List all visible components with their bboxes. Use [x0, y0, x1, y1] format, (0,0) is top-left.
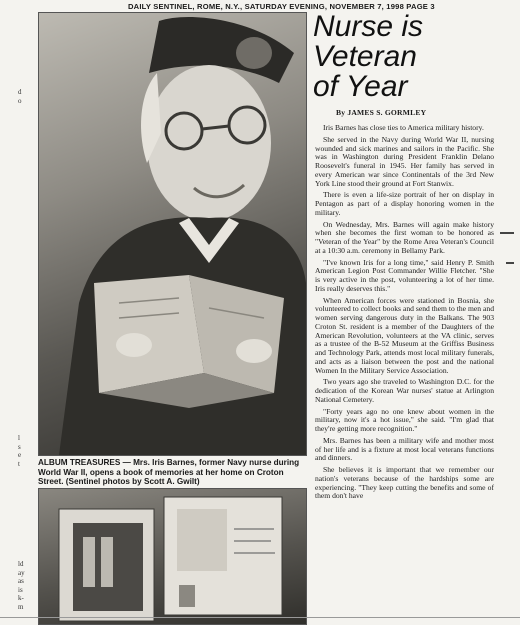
running-head: DAILY SENTINEL, ROME, N.Y., SATURDAY EVENING, NOVEMBER 7, 1998 PAGE 3	[128, 2, 435, 11]
page-fold-line	[0, 617, 520, 618]
gutter-char: d	[18, 88, 22, 96]
gutter-char: e	[18, 451, 22, 460]
headline-line: Nurse is	[313, 10, 424, 43]
article-paragraph: She served in the Navy during World War II, nursing wounded and sick marines and sailors in the Pacific. She was in Washington during President Franklin Delano Roosevelt's funeral in 1945. Her family has served in every American war since Continentals of the 3rd New York Line stood their ground at Fort Stanwix.	[315, 134, 494, 188]
headline-line: Veteran	[313, 40, 417, 73]
gutter-char: as	[18, 577, 24, 586]
portrait-illustration	[39, 13, 306, 455]
article-paragraph: When American forces were stationed in Bosnia, she volunteered to collect books and send them to the men and women serving dangerous duty in the Balkans. The 903 Croton St. resident is a member of the Daughters of the American Revolution, volunteers at the VA clinic, serves as a trustee of the B-52 Museum at the Griffiss Business and Technology Park, attends most local military funerals, and acts as a liaison between the post and the national Women In the Military Service Association.	[315, 295, 494, 375]
gutter-char: o	[18, 96, 22, 105]
edge-mark	[506, 262, 514, 264]
gutter-char: l	[18, 434, 20, 442]
article-paragraph: There is even a life-size portrait of her on display in Pentagon as part of a display honoring women in the military.	[315, 190, 494, 217]
article-paragraph: Two years ago she traveled to Washington D.C. for the dedication of the Korean War nurses' statue at Arlington National Cemetery.	[315, 377, 494, 404]
gutter-char: s	[18, 442, 21, 451]
gutter-text-middle	[18, 434, 30, 468]
photo-caption: ALBUM TREASURES — Mrs. Iris Barnes, former Navy nurse during World War II, opens a book of memories at her home on Croton Street. (Sentinel photos by Scott A. Gwilt)	[38, 458, 300, 487]
gutter-char: k-	[18, 594, 24, 603]
article-paragraph: "I've known Iris for a long time," said Henry P. Smith American Legion Post Commander Willie Fletcher. "She is very active in the post, volunteering a lot of her time. Iris really deserves this."	[315, 257, 494, 293]
article-paragraph: On Wednesday, Mrs. Barnes will again make history when she becomes the first woman to be honored as "Veteran of the Year" by the Rome Area Veteran's Council at a 10:30 a.m. ceremony in Bellamy Park.	[315, 219, 494, 255]
article-paragraph: Mrs. Barnes has been a military wife and mother most of her life and is a fixture at most local veterans functions and dinners.	[315, 435, 494, 463]
gutter-text-bottom	[18, 560, 30, 612]
article-paragraph: Iris Barnes has close ties to America military history.	[323, 123, 484, 132]
gutter-char: t	[18, 459, 20, 468]
album-illustration	[39, 489, 306, 624]
headline	[313, 12, 513, 102]
gutter-char: ld	[18, 560, 24, 568]
byline: By JAMES S. GORMLEY	[336, 108, 427, 117]
article-paragraph: "Forty years ago no one knew about women in the military, now it's a hot issue," she said. "I'm glad that they're getting more recognition."	[315, 406, 494, 433]
gutter-text-top	[18, 88, 30, 105]
album-photo	[38, 488, 307, 625]
portrait-photo	[38, 12, 307, 456]
gutter-char: ay	[18, 568, 25, 577]
article-paragraph: She believes it is important that we remember our nation's veterans because of the hardships some are experiencing. "They keep cutting the benefits and some of them don't have	[315, 465, 494, 501]
gutter-char: m	[18, 602, 24, 611]
headline-line: of Year	[313, 70, 408, 103]
edge-mark	[500, 232, 514, 234]
article-body	[315, 124, 494, 504]
gutter-char: is	[18, 585, 23, 594]
